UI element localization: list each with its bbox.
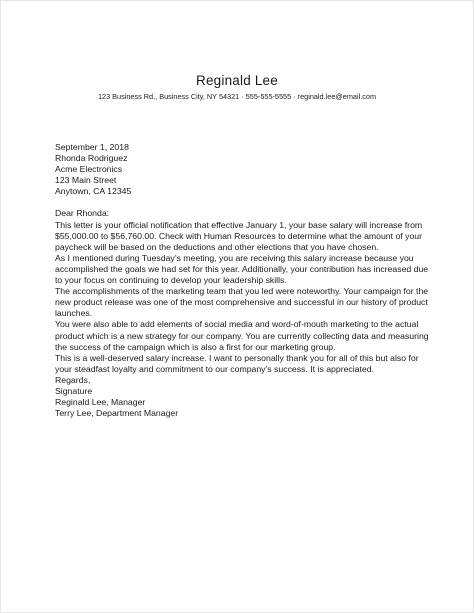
recipient-city: Anytown, CA 12345: [55, 186, 132, 197]
paragraph-strategy: You were also able to add elements of social media and word-of-mouth marketing to the actual product which is a new strategy for our company. You are currently collecting data and measuring the success of the campaign which is also a first for our marketing group.: [55, 319, 429, 352]
signer-primary: Reginald Lee, Manager: [55, 397, 146, 408]
letterhead: [1, 73, 473, 102]
signers: [55, 397, 435, 419]
sender-contact-info: 123 Business Rd., Business City, NY 54321 · 555-555-5555 · reginald.lee@email.com: [97, 92, 377, 101]
paragraph-accomplishments: The accomplishments of the marketing team that you led were noteworthy. Your campaign for the new product release was one of the most comprehensive and successful in our history of product launches.: [55, 286, 429, 319]
sender-name: Reginald Lee: [196, 73, 278, 88]
signer-secondary: Terry Lee, Department Manager: [55, 408, 179, 419]
recipient-street: 123 Main Street: [55, 175, 117, 186]
recipient-name: Rhonda Rodriguez: [55, 153, 128, 164]
salutation: Dear Rhonda:: [55, 208, 110, 219]
paragraph-thanks: This is a well-deserved salary increase. I want to personally thank you for all of this but also for your steadfast loyalty and commitment to our company’s success. It is appreciated.: [55, 352, 419, 374]
closing: Regards,: [55, 374, 91, 385]
recipient-address: [55, 153, 435, 197]
signature: Signature: [55, 385, 93, 396]
letter-body: [55, 142, 435, 419]
recipient-company: Acme Electronics: [55, 164, 123, 175]
letter-date: September 1, 2018: [55, 142, 129, 152]
paragraph-notification: This letter is your official notification that effective January 1, your base salary will increase from $55,000.00 to $56,760.00. Check with Human Resources to determine what the amount of your paycheck will be based on the deductions and other elections that you have chosen.: [55, 219, 423, 252]
paragraph-reason: As I mentioned during Tuesday’s meeting, you are receiving this salary increase because you accomplished the goals we had set for this year. Additionally, your contribution has increased due to your focus on continuing to develop your leadership skills.: [55, 252, 429, 286]
